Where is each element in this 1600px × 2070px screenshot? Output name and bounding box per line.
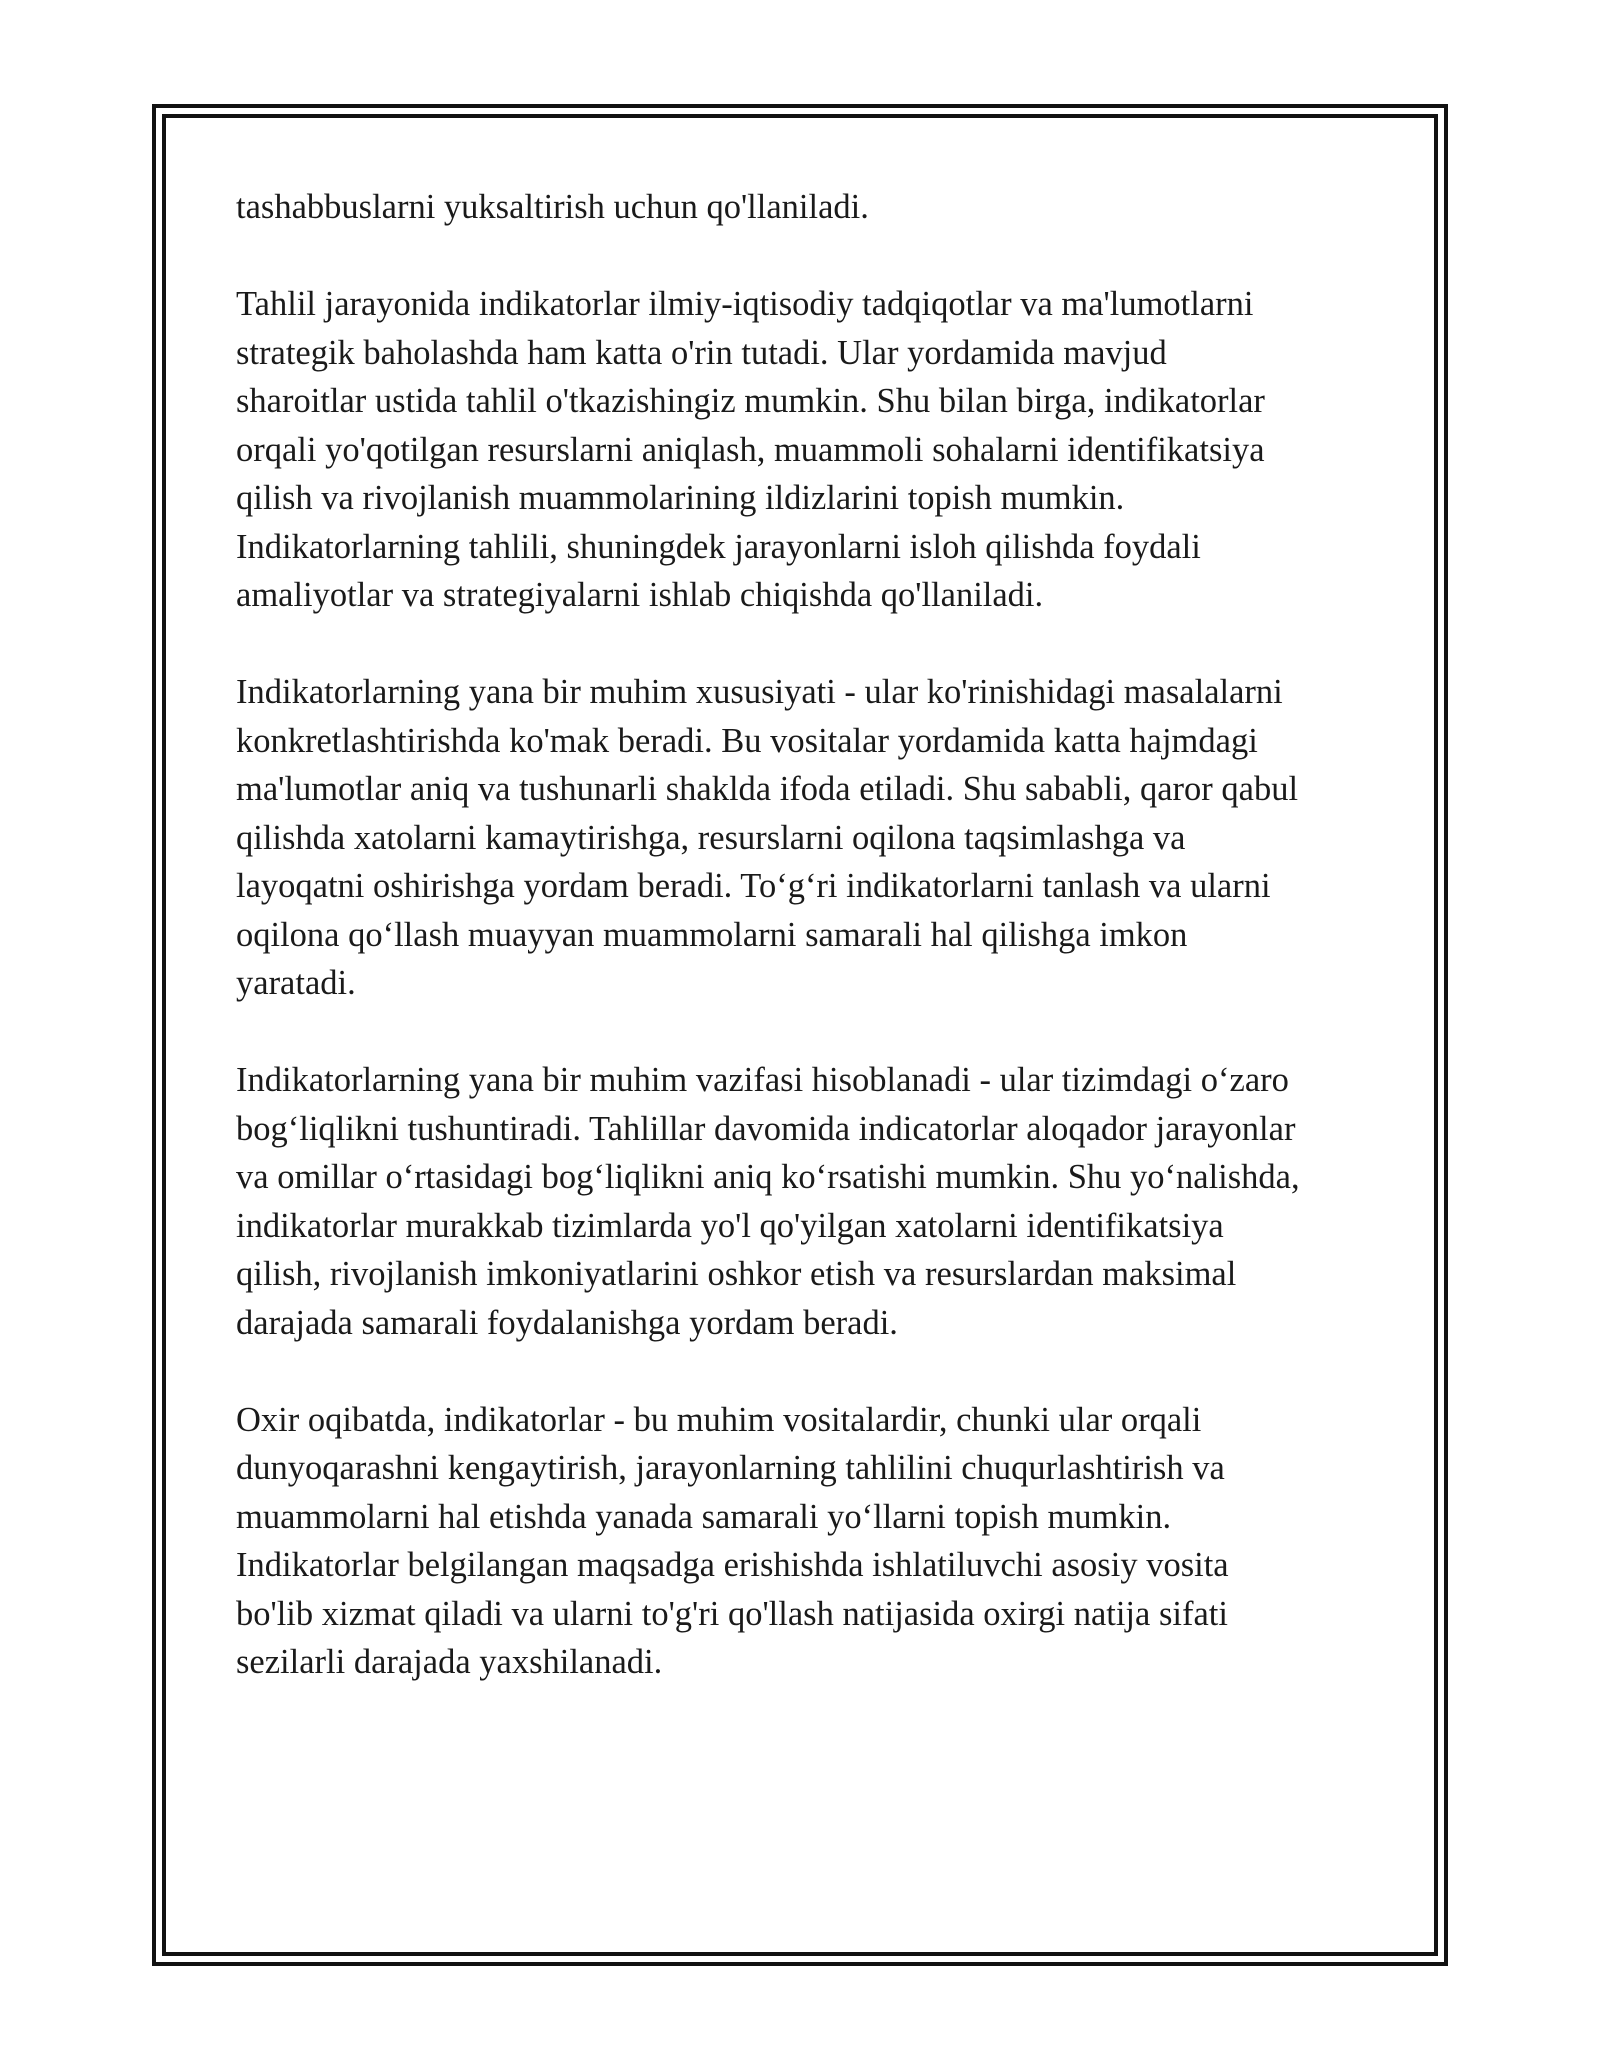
paragraph-5: Oxir oqibatda, indikatorlar - bu muhim vositalardir, chunki ular orqali dunyoqarashni kengaytirish, jarayonlarning tahlilini chuqurlashtirish va muammolarni hal etishda yanada samarali yo‘llarni topish mumkin. Indikatorlar belgilangan maqsadga erishishda ishlatiluvchi asosiy vosita bo'lib xizmat qiladi va ularni to'g'ri qo'llash natijasida oxirgi natija sifati sezilarli darajada yaxshilanadi.: [236, 1400, 1229, 1681]
paragraph-2: Tahlil jarayonida indikatorlar ilmiy-iqtisodiy tadqiqotlar va ma'lumotlarni strategik baholashda ham katta o'rin tutadi. Ular yordamida mavjud sharoitlar ustida tahlil o'tkazishingiz mumkin. Shu bilan birga, indikatorlar orqali yo'qotilgan resurslarni aniqlash, muammoli sohalarni identifikatsiya qilish va rivojlanish muammolarining ildizlarini topish mumkin. Indikatorlarning tahlili, shuningdek jarayonlarni isloh qilishda foydali amaliyotlar va strategiyalarni ishlab chiqishda qo'llaniladi.: [236, 285, 1265, 614]
page-content: [236, 183, 1376, 1735]
paragraph-4: Indikatorlarning yana bir muhim vazifasi hisoblanadi - ular tizimdagi o‘zaro bog‘liqlikni tushuntiradi. Tahlillar davomida indicatorlar aloqador jarayonlar va omillar o‘rtasidagi bog‘liqlikni aniq ko‘rsatishi mumkin. Shu yo‘nalishda, indikatorlar murakkab tizimlarda yo'l qo'yilgan xatolarni identifikatsiya qilish, rivojlanish imkoniyatlarini oshkor etish va resurslardan maksimal darajada samarali foydalanishga yordam beradi.: [236, 1061, 1300, 1342]
paragraph-3: Indikatorlarning yana bir muhim xususiyati - ular ko'rinishidagi masalalarni konkretlashtirishda ko'mak beradi. Bu vositalar yordamida katta hajmdagi ma'lumotlar aniq va tushunarli shaklda ifoda etiladi. Shu sababli, qaror qabul qilishda xatolarni kamaytirishga, resurslarni oqilona taqsimlashga va layoqatni oshirishga yordam beradi. To‘g‘ri indikatorlarni tanlash va ularni oqilona qo‘llash muayyan muammolarni samarali hal qilishga imkon yaratadi.: [236, 673, 1299, 1002]
paragraph-1: tashabbuslarni yuksaltirish uchun qo'llaniladi.: [236, 188, 869, 226]
